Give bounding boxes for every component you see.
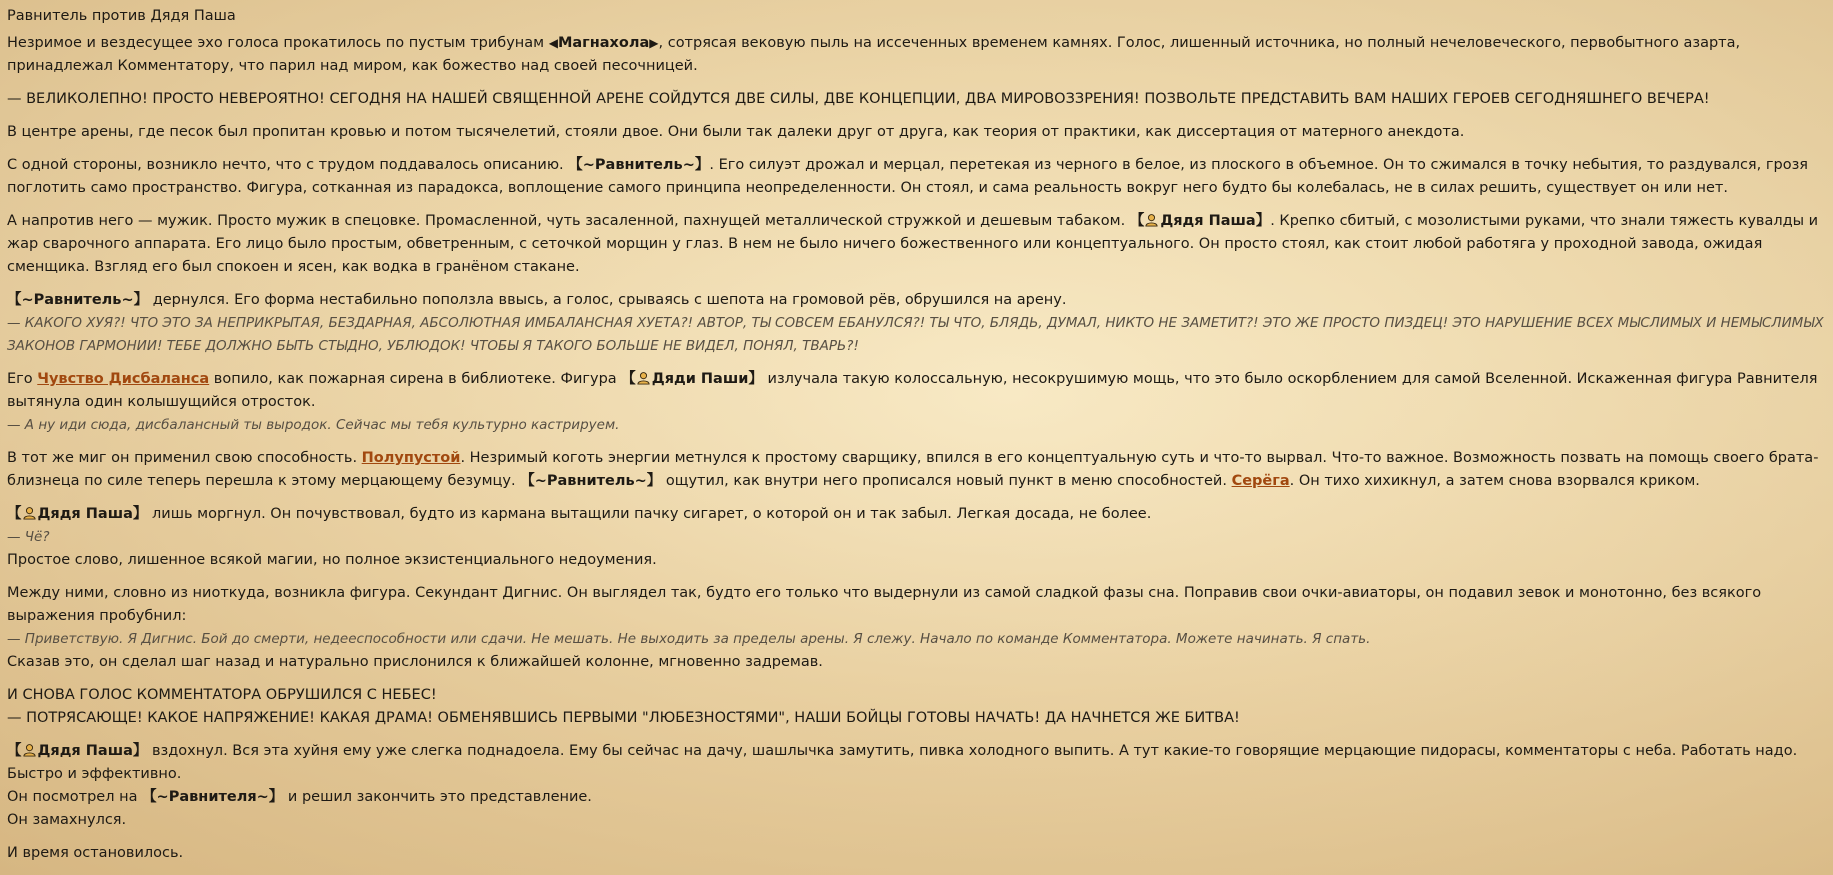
character-tag-ravnitel: 【~Равнитель~】 [568, 157, 710, 173]
story-title: Равнитель против Дядя Паша [7, 8, 236, 24]
paragraph-3: В центре арены, где песок был пропитан кровью и потом тысячелетий, стояли двое. Они были так далеки друг от друга, как теория от практики, как диссертация от матерного анекдота. [7, 124, 1465, 140]
character-tag-dyadya-pasha: 【 Дядя Паша】 [1129, 213, 1271, 229]
paragraph-1: Незримое и вездесущее эхо голоса прокатилось по пустым трибунам ◀Магнахола▶, сотрясая вековую пыль на иссеченных временем камнях. Голос, лишенный источника, но полный нечеловеческого, первобытного азарта, принадлежал Комментатору, что парил над миром, как божество над своей песочницей. [7, 35, 1741, 74]
paragraph-7: Его Чувство Дисбаланса вопило, как пожарная сирена в библиотеке. Фигура 【 Дяди Паши】 излучала такую колоссальную, несокрушимую мощь, что это было оскорблением для самой Вселенной. Искаженная фигура Равнителя вытянула один колышущийся отросток. [7, 371, 1818, 410]
ability-link-seryoga[interactable]: Серёга [1231, 473, 1290, 489]
speech-line: — Приветствую. Я Дигнис. Бой до смерти, недееспособности или сдачи. Не мешать. Не выходить за пределы арены. Я слежу. Начало по команде Комментатора. Можете начинать. Я спать. [7, 631, 1371, 647]
left-triangle-icon: ◀ [548, 36, 558, 50]
paragraph-5: А напротив него — мужик. Просто мужик в спецовке. Промасленной, чуть засаленной, пахнущей металлической стружкой и дешевым табаком. 【 Дядя Паша】. Крепко сбитый, с мозолистыми руками, что знали тяжесть кувалды и жар сварочного аппарата. Его лицо было простым, обветренным, с сеточкой морщин у глаз. В нем не было ничего божественного или концептуального. Он просто стоял, как стоит любой работяга у проходной завода, ожидая сменщика. Взгляд его был спокоен и ясен, как водка в гранёном стакане. [7, 213, 1819, 275]
character-tag-dyadya-pasha: 【 Дядя Паша】 [7, 743, 148, 759]
paragraph-6: 【~Равнитель~】 дернулся. Его форма нестабильно поползла ввысь, а голос, срываясь с шепота на громовой рёв, обрушился на арену. [7, 292, 1067, 308]
paragraph-12: 【 Дядя Паша】 вздохнул. Вся эта хуйня ему уже слегка поднадоела. Ему бы сейчас на дачу, шашлычка замутить, пивка холодного выпить. А тут какие-то говорящие мерцающие пидорасы, комментаторы с неба. Работать надо. Быстро и эффективно. [7, 743, 1798, 782]
worker-avatar-icon [22, 506, 37, 520]
worker-avatar-icon [1144, 213, 1159, 227]
character-tag-dyadya-pasha: 【 Дядя Паша】 [7, 506, 148, 522]
narration-line: Простое слово, лишенное всякой магии, но полное экзистенциального недоумения. [7, 552, 657, 568]
paragraph-2: — ВЕЛИКОЛЕПНО! ПРОСТО НЕВЕРОЯТНО! СЕГОДНЯ НА НАШЕЙ СВЯЩЕННОЙ АРЕНЕ СОЙДУТСЯ ДВЕ СИЛЫ, ДВЕ КОНЦЕПЦИИ, ДВА МИРОВОЗЗРЕНИЯ! ПОЗВОЛЬТЕ ПРЕДСТАВИТЬ ВАМ НАШИХ ГЕРОЕВ СЕГОДНЯШНЕГО ВЕЧЕРА! [7, 91, 1710, 107]
character-tag-ravnitel: 【~Равнителя~】 [142, 789, 284, 805]
narration-line: Он замахнулся. [7, 812, 127, 828]
character-tag-ravnitel: 【~Равнитель~】 [7, 292, 149, 308]
ability-link-imbalance[interactable]: Чувство Дисбаланса [37, 371, 210, 387]
speech-line: — А ну иди сюда, дисбалансный ты выродок. Сейчас мы тебя культурно кастрируем. [7, 417, 620, 433]
worker-avatar-icon [22, 743, 37, 757]
worker-avatar-icon [636, 371, 651, 385]
character-tag-ravnitel: 【~Равнитель~】 [520, 473, 662, 489]
narration-line: Он посмотрел на 【~Равнителя~】 и решил закончить это представление. [7, 789, 592, 805]
paragraph-13: И время остановилось. [7, 845, 184, 861]
ability-link-halfempty[interactable]: Полупустой [361, 450, 461, 466]
paragraph-10: Между ними, словно из ниоткуда, возникла фигура. Секундант Дигнис. Он выглядел так, будто его только что выдернули из самой сладкой фазы сна. Поправив свои очки-авиаторы, он подавил зевок и монотонно, без всякого выражения пробубнил: [7, 585, 1762, 624]
speech-line: — КАКОГО ХУЯ?! ЧТО ЭТО ЗА НЕПРИКРЫТАЯ, БЕЗДАРНАЯ, АБСОЛЮТНАЯ ИМБАЛАНСНАЯ ХУЕТА?! АВТОР, ТЫ СОВСЕМ ЕБАНУЛСЯ?! ТЫ ЧТО, БЛЯДЬ, ДУМАЛ, НИКТО НЕ ЗАМЕТИТ?! ЭТО ЖЕ ПРОСТО ПИЗДЕЦ! ЭТО НАРУШЕНИЕ ВСЕХ МЫСЛИМЫХ И НЕМЫСЛИМЫХ ЗАКОНОВ ГАРМОНИИ! ТЕБЕ ДОЛЖНО БЫТЬ СТЫДНО, УБЛЮДОК! ЧТОБЫ Я ТАКОГО БОЛЬШЕ НЕ ВИДЕЛ, ПОНЯЛ, ТВАРЬ?! [7, 315, 1824, 354]
paragraph-9: 【 Дядя Паша】 лишь моргнул. Он почувствовал, будто из кармана вытащили пачку сигарет, о которой он и так забыл. Легкая досада, не более. [7, 506, 1152, 522]
speech-line: — Чё? [7, 529, 50, 545]
paragraph-4: С одной стороны, возникло нечто, что с трудом поддавалось описанию. 【~Равнитель~】. Его силуэт дрожал и мерцал, перетекая из черного в белое, из плоского в объемное. Он то сжимался в точку небытия, то раздувался, грозя поглотить само пространство. Фигура, сотканная из парадокса, воплощение самого принципа неопределенности. Он стоял, и сама реальность вокруг него будто бы колебалась, не в силах решить, существует он или нет. [7, 157, 1808, 196]
right-triangle-icon: ▶ [649, 36, 659, 50]
paragraph-8: В тот же миг он применил свою способность. Полупустой. Незримый коготь энергии метнулся к простому сварщику, впился в его концептуальную суть и что-то вырвал. Что-то важное. Возможность позвать на помощь своего брата-близнеца по силе теперь перешла к этому мерцающему безумцу. 【~Равнитель~】 ощутил, как внутри него прописался новый пункт в меню способностей. Серёга. Он тихо хихикнул, а затем снова взорвался криком. [7, 450, 1819, 489]
narration-line: Сказав это, он сделал шаг назад и натурально прислонился к ближайшей колонне, мгновенно задремав. [7, 654, 823, 670]
character-tag-dyadya-pasha: 【 Дяди Паши】 [621, 371, 763, 387]
commentator-line: — ПОТРЯСАЮЩЕ! КАКОЕ НАПРЯЖЕНИЕ! КАКАЯ ДРАМА! ОБМЕНЯВШИСЬ ПЕРВЫМИ "ЛЮБЕЗНОСТЯМИ", НАШИ БОЙЦЫ ГОТОВЫ НАЧАТЬ! ДА НАЧНЕТСЯ ЖЕ БИТВА! [7, 710, 1240, 726]
place-name: Магнахола [557, 35, 650, 51]
paragraph-11: И СНОВА ГОЛОС КОММЕНТАТОРА ОБРУШИЛСЯ С НЕБЕС! [7, 687, 437, 703]
